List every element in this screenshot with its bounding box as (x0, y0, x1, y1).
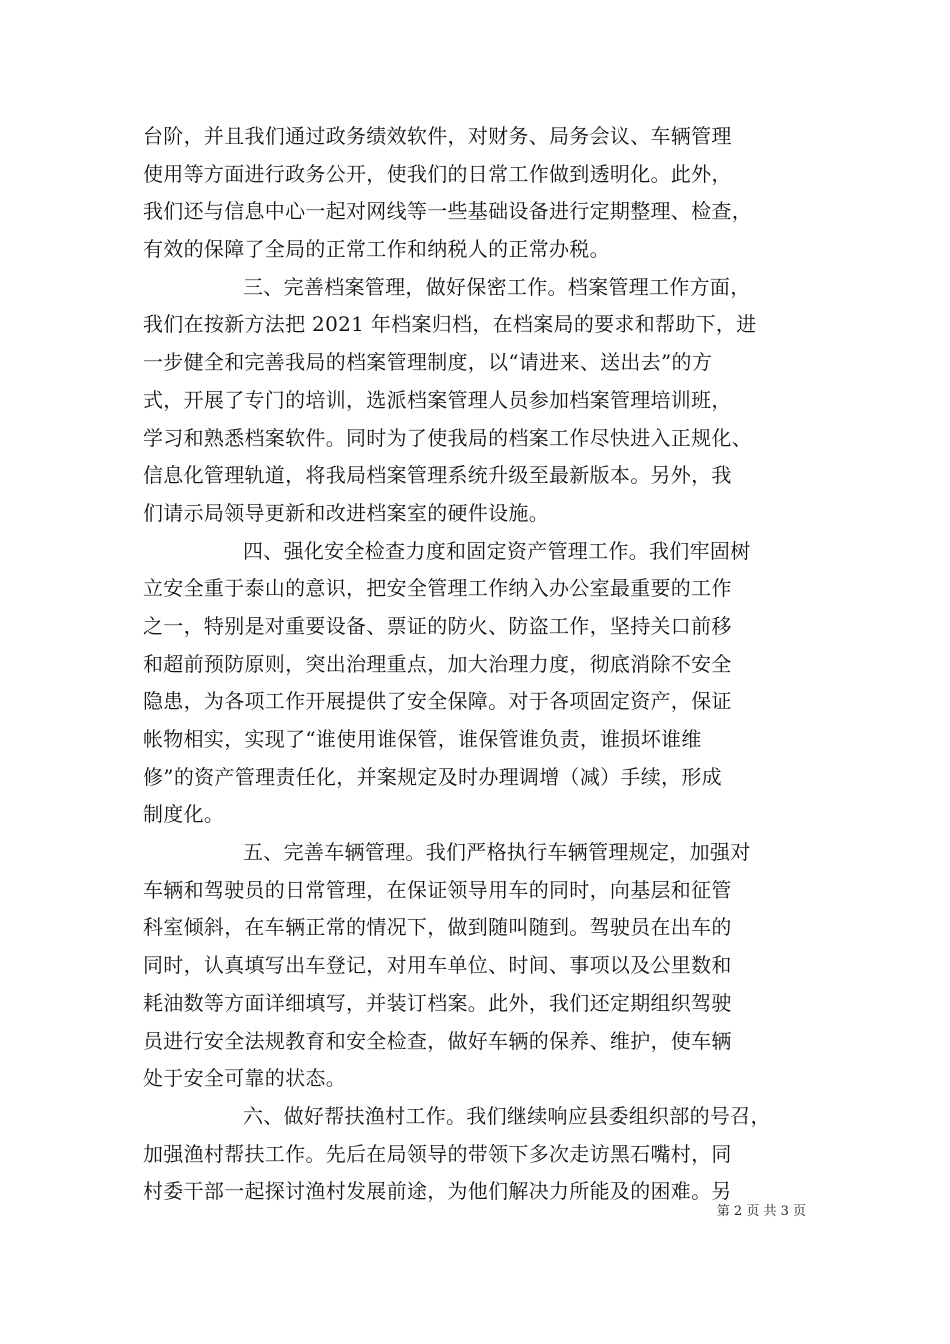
text-line: 车辆和驾驶员的日常管理，在保证领导用车的同时，向基层和征管 (143, 877, 732, 902)
text-line: 一步健全和完善我局的档案管理制度，以“请进来、送出去”的方 (143, 350, 713, 375)
text-line: 制度化。 (143, 802, 225, 827)
text-line: 有效的保障了全局的正常工作和纳税人的正常办税。 (143, 237, 610, 262)
text-line: 隐患，为各项工作开展提供了安全保障。对于各项固定资产，保证 (143, 689, 732, 714)
text-line: 我们在按新方法把 2021 年档案归档，在档案局的要求和帮助下，进 (143, 312, 757, 337)
text-line: 同时，认真填写出车登记，对用车单位、时间、事项以及公里数和 (143, 953, 732, 978)
text-line: 立安全重于泰山的意识，把安全管理工作纳入办公室最重要的工作 (143, 576, 732, 601)
section-heading-line: 六、做好帮扶渔村工作。我们继续响应县委组织部的号召， (243, 1103, 771, 1128)
section-heading-line: 五、完善车辆管理。我们严格执行车辆管理规定，加强对 (243, 840, 751, 865)
section-heading-line: 四、强化安全检查力度和固定资产管理工作。我们牢固树 (243, 538, 751, 563)
text-line: 加强渔村帮扶工作。先后在局领导的带领下多次走访黑石嘴村，同 (143, 1141, 732, 1166)
text-line: 式，开展了专门的培训，选派档案管理人员参加档案管理培训班， (143, 387, 732, 412)
text-line: 科室倾斜，在车辆正常的情况下，做到随叫随到。驾驶员在出车的 (143, 915, 732, 940)
text-line: 耗油数等方面详细填写，并装订档案。此外，我们还定期组织驾驶 (143, 990, 732, 1015)
section-heading-line: 三、完善档案管理，做好保密工作。档案管理工作方面， (243, 274, 751, 299)
text-line: 员进行安全法规教育和安全检查，做好车辆的保养、维护，使车辆 (143, 1028, 732, 1053)
text-line: 使用等方面进行政务公开，使我们的日常工作做到透明化。此外， (143, 161, 732, 186)
text-line: 修”的资产管理责任化，并案规定及时办理调增（减）手续，形成 (143, 764, 722, 789)
text-line: 村委干部一起探讨渔村发展前途，为他们解决力所能及的困难。另 (143, 1179, 732, 1204)
text-line: 们请示局领导更新和改进档案室的硬件设施。 (143, 500, 549, 525)
page-number-footer: 第 2 页 共 3 页 (716, 1204, 806, 1219)
text-line: 处于安全可靠的状态。 (143, 1066, 346, 1091)
text-line: 我们还与信息中心一起对网线等一些基础设备进行定期整理、检查， (143, 199, 752, 224)
document-body (143, 118, 811, 1211)
text-line: 台阶，并且我们通过政务绩效软件，对财务、局务会议、车辆管理 (143, 124, 732, 148)
text-line: 之一，特别是对重要设备、票证的防火、防盗工作，坚持关口前移 (143, 613, 732, 638)
text-line: 和超前预防原则，突出治理重点，加大治理力度，彻底消除不安全 (143, 651, 732, 676)
text-line: 帐物相实，实现了“谁使用谁保管，谁保管谁负责，谁损坏谁维 (143, 727, 702, 751)
text-line: 信息化管理轨道，将我局档案管理系统升级至最新版本。另外，我 (143, 463, 732, 488)
text-line: 学习和熟悉档案软件。同时为了使我局的档案工作尽快进入正规化、 (143, 425, 752, 450)
